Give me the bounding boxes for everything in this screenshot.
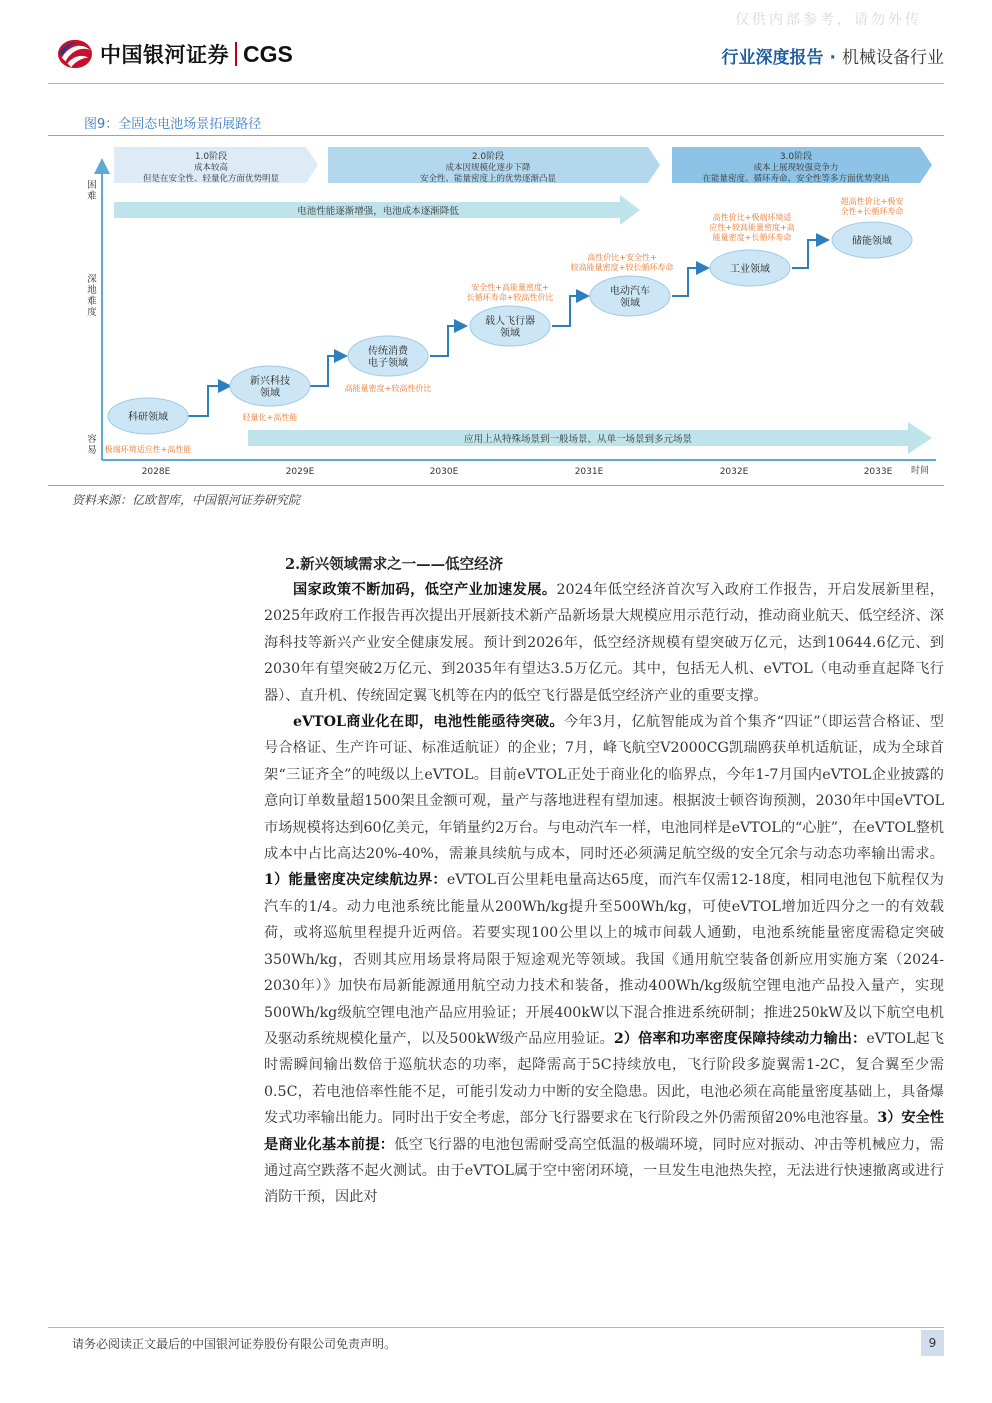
phase-1-line1: 成本较高 [193,163,229,173]
phase-3-line2: 在能量密度、循环寿命、安全性等多方面优势突出 [702,174,890,184]
phase-3-line1: 成本上展现较强竞争力 [753,163,839,173]
node-energy-storage-label: 储能领域 [852,236,892,247]
paragraph-evtol-text1: 今年3月，亿航智能成为首个集齐“四证”（即运营合格证、型号合格证、生产许可证、标准适航证）的企业；7月，峰飞航空V2000CG凯瑞鸥获单机适航证，成为全球首架“三证齐全”的吨级以上eVTOL。目前eVTOL正处于商业化的临界点，今年1-7月国内eVTOL企业披露的意向订单数量超1500架且金额可观，量产与落地进程有望加速。根据波士顿咨询预测，2030年中国eVTOL市场规模将达到60亿美元，年销量约2万台。与电动汽车一样，电池同样是eVTOL的“心脏”，在eVTOL整机成本中占比高达20%-40%，需兼具续航与成本，同时还必须满足航空级的安全冗余与动态功率输出需求。 [264,714,944,863]
application-arrow-label: 应用上从特殊场景到一般场景、从单一场景到多元场景 [463,434,693,445]
x-tick-label: 2033E [863,467,893,477]
x-tick-label: 2028E [141,467,171,477]
report-header [722,43,944,68]
paragraph-policy-lead: 国家政策不断加码，低空产业加速发展。 [293,582,557,598]
paragraph-policy [264,577,944,709]
performance-arrow-label: 电池性能逐渐增强，电池成本逐渐降低 [297,206,459,217]
node-electric-vehicle-note: 高性价比+安全性+较高能量密度+较长循环寿命 [570,253,674,272]
phase-2-line2: 安全性、能量密度上的优势逐渐凸显 [419,174,557,184]
footer-disclaimer: 请务必阅读正文最后的中国银河证券股份有限公司免责声明。 [72,1337,397,1351]
logo-swirl-icon [56,37,94,71]
paragraph-evtol-lead: eVTOL商业化在即，电池性能亟待突破。 [293,714,564,731]
y-axis-middle: 深地难度 [87,274,97,318]
node-consumer-electronics-note: 高能量密度+较高性价比 [344,384,432,393]
scenario-roadmap-diagram [48,140,944,485]
x-tick-label: 2032E [719,467,749,477]
node-industrial-note: 高性价比+极端环境适应性+较高能量密度+高能量密度+长循环寿命 [709,213,795,242]
figure-bottom-rule [48,485,944,486]
industry-name: 机械设备行业 [842,48,944,68]
figure-title: 图9：全固态电池场景拓展路径 [84,117,262,132]
node-energy-storage-note: 超高性价比+极安全性+长循环寿命 [840,197,904,216]
paragraph-evtol-text2: eVTOL百公里耗电量高达65度，而汽车仅需12-18度，相同电池包下航程仅为汽车的1/4。动力电池系统比能量从200Wh/kg提升至500Wh/kg，可使eVTOL增加近四分之一的有效载荷，或将巡航里程提升近两倍。若要实现100公里以上的城市间载人通勤，电池系统能量密度需稳定突破350Wh/kg，否则其应用场景将局限于短途观光等领域。我国《通用航空装备创新应用实施方案（2024-2030年）》加快布局新能源通用航空动力技术和装备，推动400Wh/kg级航空锂电池产品投入量产，实现500Wh/kg级航空锂电池产品应用验证；开展400kW以下混合推进系统研制；推进250kW及以下航空电机及驱动系统规模化量产，以及500kW级产品应用验证。 [264,872,944,1047]
x-tick-label: 2030E [429,467,459,477]
x-tick-label: 2031E [574,467,604,477]
node-emerging-tech-label: 新兴科技领域 [250,376,290,399]
phase-1-name: 1.0阶段 [194,152,228,162]
node-manned-aircraft-note: 安全性+高能量密度+长循环寿命+较高性价比 [466,283,554,302]
figure-top-rule [48,135,944,136]
x-tick-label: 2029E [285,467,315,477]
page-number: 9 [921,1330,944,1356]
company-logo [56,36,293,72]
phase-3-name: 3.0阶段 [779,152,813,162]
logo-text: 中国银河证券 [100,43,229,67]
article-body [264,577,944,1211]
paragraph-policy-text: 2024年低空经济首次写入政府工作报告，开启发展新里程，2025年政府工作报告再次提出开展新技术新产品新场景大规模应用示范行动，推动商业航天、低空经济、深海科技等新兴产业安全健康发展。预计到2026年，低空经济规模有望突破万亿元，达到10644.6亿元、到2030年有望突破2万亿元、到2035年有望达3.5万亿元。其中，包括无人机、eVTOL（电动垂直起降飞行器）、直升机、传统固定翼飞机等在内的低空飞行器是低空经济产业的重要支撑。 [264,582,944,704]
paragraph-evtol-text4: 低空飞行器的电池包需耐受高空低温的极端环境，同时应对振动、冲击等机械应力，需通过高空跌落不起火测试。由于eVTOL属于空中密闭环境，一旦发生电池热失控，无法进行快速撤离或进行消防干预，因此对 [264,1136,944,1206]
logo-divider [235,42,237,66]
y-axis-hard: 困难 [87,180,97,202]
node-research-note: 极端环境适应性+高性能 [104,445,192,454]
x-axis-label: 时间 [910,466,930,476]
phase-1-line2: 但是在安全性、轻量化方面优势明显 [142,174,280,184]
paragraph-evtol [264,709,944,1211]
phase-2-line1: 成本因规模化逐步下降 [445,163,531,173]
logo-abbr: CGS [243,40,293,67]
figure-source: 资料来源：亿欧智库，中国银河证券研究院 [72,493,301,507]
node-manned-aircraft-label: 载人飞行器领域 [485,316,535,339]
node-consumer-electronics-label: 传统消费电子领域 [368,346,408,369]
report-type: 行业深度报告 [721,48,824,68]
paragraph-evtol-text3: eVTOL起飞时需瞬间输出数倍于巡航状态的功率，起降需高于5C持续放电，飞行阶段多旋翼需1-2C，复合翼至少需0.5C，若电池倍率性能不足，可能引发动力中断的安全隐患。因此，电池必须在高能量密度基础上，具备爆发式功率输出能力。同时出于安全考虑，部分飞行器要求在飞行阶段之外仍需预留20%电池容量。 [264,1030,944,1127]
power-density-heading: 2）倍率和功率密度保障持续动力输出： [613,1030,867,1047]
node-electric-vehicle-label: 电动汽车领域 [610,286,650,309]
safety-heading: 3）安全性是商业化基本前提： [264,1110,944,1153]
footer-divider [48,1327,944,1328]
energy-density-heading: 1）能量密度决定续航边界： [264,872,447,889]
confidential-watermark: 仅供内部参考，请勿外传 [735,12,922,28]
section-title: 2.新兴领域需求之一——低空经济 [285,556,504,573]
node-emerging-tech-note: 轻量化+高性能 [242,413,298,422]
node-research-label: 科研领域 [128,412,168,423]
y-axis-easy: 容易 [87,434,97,456]
header-separator: · [829,48,836,68]
phase-2-name: 2.0阶段 [471,152,505,162]
header-divider [48,83,944,84]
node-industrial-label: 工业领域 [730,264,770,275]
